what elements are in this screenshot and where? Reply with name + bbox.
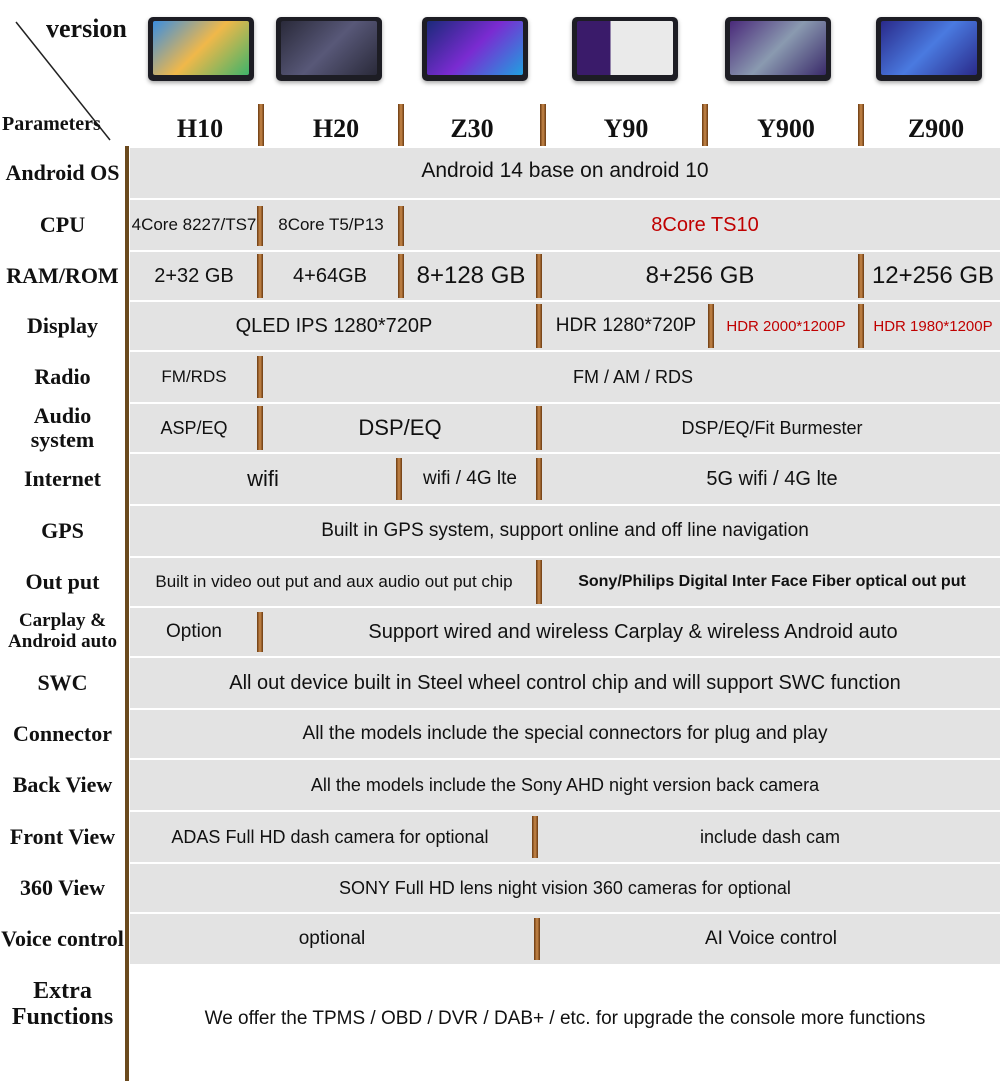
row-label: RAM/ROM (6, 262, 119, 288)
row-ram-rom (0, 252, 1000, 300)
thumb-y90 (572, 17, 678, 81)
cell-separator (858, 254, 864, 298)
cell-value: 4+64GB (293, 264, 367, 287)
cell-value: All the models include the Sony AHD night version back camera (310, 774, 820, 795)
cell-separator (536, 458, 542, 500)
cell-value: ADAS Full HD dash camera for optional (171, 826, 489, 847)
row-extra-functions (0, 966, 1000, 1081)
cell-value: 8Core TS10 (651, 213, 759, 236)
cell-value: 8Core T5/P13 (278, 215, 384, 234)
cell-value: Support wired and wireless Carplay & wireless Android auto (368, 620, 898, 643)
row-cpu (0, 200, 1000, 250)
cell-value: 4Core 8227/TS7 (131, 215, 257, 234)
cell-value: All out device built in Steel wheel control chip and will support SWC function (229, 671, 901, 694)
cell-value: DSP/EQ/Fit Burmester (681, 417, 863, 438)
row-label: Voice control (1, 925, 124, 951)
cell-separator (396, 458, 402, 500)
model-h20: H20 (312, 114, 360, 143)
row-label: Front View (9, 823, 116, 849)
cell-value: Option (166, 621, 222, 642)
thumb-z30 (422, 17, 528, 81)
cell-value: 2+32 GB (154, 264, 234, 287)
row-audio-system (0, 404, 1000, 452)
row-connector (0, 710, 1000, 758)
cell-separator (536, 304, 542, 348)
model-h10: H10 (176, 114, 224, 143)
header-separator (702, 104, 708, 146)
cell-separator (257, 206, 263, 246)
header-separator (258, 104, 264, 146)
row-front-view (0, 812, 1000, 862)
cell-separator (398, 254, 404, 298)
cell-value: HDR 1280*720P (555, 315, 697, 336)
cell-separator (536, 254, 542, 298)
cell-value: wifi (247, 466, 279, 491)
row-label: Connector (13, 720, 112, 746)
row-internet (0, 454, 1000, 504)
cell-value: 12+256 GB (871, 262, 995, 289)
cell-value: 8+256 GB (645, 262, 755, 289)
cell-value: optional (298, 928, 366, 949)
row-label: SWC (37, 669, 88, 695)
cell-separator (398, 206, 404, 246)
cell-separator (257, 254, 263, 298)
cell-value: HDR 2000*1200P (726, 317, 846, 335)
cell-value: All the models include the special connectors for plug and play (302, 723, 828, 744)
row-gps (0, 506, 1000, 556)
cell-value: SONY Full HD lens night vision 360 cameras for optional (339, 877, 791, 898)
cell-separator (257, 612, 263, 652)
model-y90: Y90 (603, 114, 649, 143)
cell-value: 8+128 GB (416, 262, 526, 289)
cell-value: Android 14 base on android 10 (421, 159, 709, 182)
cell-value: Built in video out put and aux audio out put chip (155, 572, 513, 591)
table-vertical-divider (125, 146, 129, 1081)
cell-value: include dash cam (699, 826, 841, 847)
parameters-label: Parameters (2, 113, 101, 135)
cell-value: Built in GPS system, support online and off line navigation (321, 520, 809, 541)
row-back-view (0, 760, 1000, 810)
model-z900: Z900 (907, 114, 965, 143)
cell-separator (536, 560, 542, 604)
cell-separator (536, 406, 542, 450)
version-label: version (46, 14, 127, 43)
row-label: CPU (39, 211, 86, 237)
row-swc (0, 658, 1000, 708)
row-label: 360 View (20, 874, 105, 900)
row-label: GPS (41, 517, 84, 543)
cell-value: 5G wifi / 4G lte (706, 467, 838, 490)
row-display (0, 302, 1000, 350)
cell-separator (257, 406, 263, 450)
row-radio (0, 352, 1000, 402)
cell-value: DSP/EQ (358, 415, 442, 440)
cell-value: FM/RDS (161, 367, 227, 386)
row-label: Android OS (5, 159, 120, 185)
model-y900: Y900 (757, 114, 815, 143)
cell-separator (532, 816, 538, 858)
thumb-h10 (148, 17, 254, 81)
cell-separator (257, 356, 263, 398)
cell-value: wifi / 4G lte (423, 468, 517, 489)
row-label: Out put (25, 568, 100, 594)
row-label: Carplay & Android auto (8, 610, 117, 652)
cell-value: Sony/Philips Digital Inter Face Fiber optical out put (578, 573, 966, 590)
cell-value: We offer the TPMS / OBD / DVR / DAB+ / etc. for upgrade the console more functions (204, 1007, 926, 1029)
thumb-z900 (876, 17, 982, 81)
thumb-h20 (276, 17, 382, 81)
row-label: Display (27, 312, 98, 338)
header-separator (858, 104, 864, 146)
cell-separator (858, 304, 864, 348)
row-label: Internet (24, 465, 101, 491)
row-label: Extra Functions (11, 978, 114, 1031)
cell-value: AI Voice control (704, 928, 838, 949)
cell-value: ASP/EQ (160, 417, 228, 438)
row-output (0, 558, 1000, 606)
row-voice-control (0, 914, 1000, 964)
row-android-os (0, 148, 1000, 198)
row-360-view (0, 864, 1000, 912)
cell-value: HDR 1980*1200P (873, 317, 993, 335)
cell-separator (534, 918, 540, 960)
row-carplay (0, 608, 1000, 656)
header-separator (398, 104, 404, 146)
model-z30: Z30 (450, 114, 494, 143)
row-label: Audio system (30, 402, 95, 452)
cell-value: QLED IPS 1280*720P (235, 314, 433, 337)
thumb-y900 (725, 17, 831, 81)
row-label: Radio (34, 363, 91, 389)
header-separator (540, 104, 546, 146)
row-label: Back View (12, 771, 113, 797)
cell-value: FM / AM / RDS (572, 366, 693, 387)
